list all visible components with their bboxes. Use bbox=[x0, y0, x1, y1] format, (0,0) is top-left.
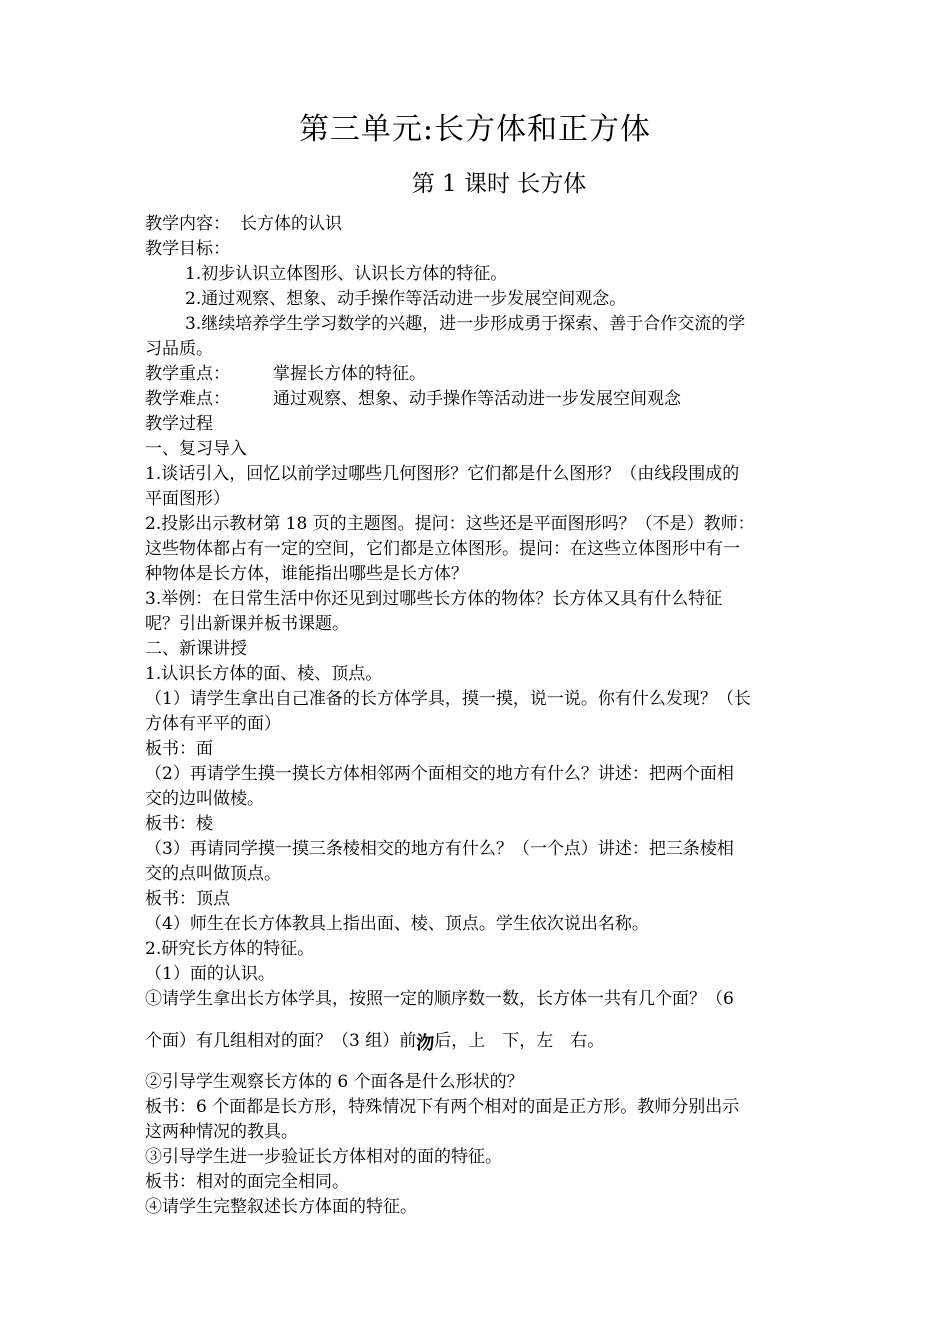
paragraph-line: ①请学生拿出长方体学具，按照一定的顺序数一数，长方体一共有几个面？（6 bbox=[145, 989, 734, 1009]
goal-line: 2.通过观察、想象、动手操作等活动进一步发展空间观念。 bbox=[185, 289, 627, 309]
paragraph-line: 方体有平平的面） bbox=[145, 714, 281, 734]
goal-line: 习品质。 bbox=[145, 339, 213, 359]
difficulty-label: 教学难点： bbox=[145, 389, 230, 409]
paragraph-line: 种物体是长方体，谁能指出哪些是长方体？ bbox=[145, 564, 468, 584]
paragraph-line: ②引导学生观察长方体的 6 个面各是什么形状的？ bbox=[145, 1072, 524, 1092]
key-point-line bbox=[145, 362, 809, 387]
content-line bbox=[145, 212, 809, 237]
goal-line: 1.初步认识立体图形、认识长方体的特征。 bbox=[185, 264, 508, 284]
paragraph-line: 交的点叫做顶点。 bbox=[145, 864, 281, 884]
lesson-title: 第 1 课时 长方体 bbox=[411, 171, 587, 197]
paragraph-line: ④请学生完整叙述长方体面的特征。 bbox=[145, 1197, 417, 1217]
paragraph-line: 1.谈话引入，回忆以前学过哪些几何图形？它们都是什么图形？（由线段围成的 bbox=[145, 464, 740, 484]
paragraph-line: 1.认识长方体的面、棱、顶点。 bbox=[145, 664, 383, 684]
paragraph-line-with-symbol bbox=[145, 1012, 809, 1070]
paragraph-line: ③引导学生进一步验证长方体相对的面的特征。 bbox=[145, 1147, 502, 1167]
paragraph-line: 2.投影出示教材第 18 页的主题图。提问：这些还是平面图形吗？（不是）教师： bbox=[145, 514, 755, 534]
paragraph-line: 板书：面 bbox=[145, 739, 213, 759]
section-heading: 一、复习导入 bbox=[145, 439, 247, 459]
paragraph-line: （1）请学生拿出自己准备的长方体学具，摸一摸，说一说。你有什么发现？（长 bbox=[145, 689, 751, 709]
content-value: 长方体的认识 bbox=[240, 214, 342, 234]
paragraph-line: 板书：6 个面都是长方形，特殊情况下有两个相对的面是正方形。教师分别出示 bbox=[145, 1097, 740, 1117]
difficulty-line bbox=[145, 387, 809, 412]
section-heading: 二、新课讲授 bbox=[145, 639, 247, 659]
paragraph-line: 平面图形） bbox=[145, 489, 230, 509]
paragraph-line: （3）再请同学摸一摸三条棱相交的地方有什么？（一个点）讲述：把三条棱相 bbox=[145, 839, 734, 859]
process-label: 教学过程 bbox=[145, 414, 213, 434]
paragraph-line: 这两种情况的教具。 bbox=[145, 1122, 298, 1142]
text-segment: 个面）有几组相对的面？（3 组）前 bbox=[145, 1031, 417, 1051]
paragraph-line: 2.研究长方体的特征。 bbox=[145, 939, 315, 959]
unit-title: 第三单元:长方体和正方体 bbox=[298, 112, 652, 147]
goal-line: 3.继续培养学生学习数学的兴趣，进一步形成勇于探索、善于合作交流的学 bbox=[185, 314, 746, 334]
key-value: 掌握长方体的特征。 bbox=[273, 364, 426, 384]
content-label: 教学内容： bbox=[145, 214, 230, 234]
goals-label: 教学目标： bbox=[145, 239, 230, 259]
paragraph-line: 3.举例：在日常生活中你还见到过哪些长方体的物体？长方体又具有什么特征 bbox=[145, 589, 723, 609]
inline-symbol: 沕 bbox=[416, 1033, 435, 1054]
paragraph-line: 板书：相对的面完全相同。 bbox=[145, 1172, 349, 1192]
paragraph-line: 板书：棱 bbox=[145, 814, 213, 834]
paragraph-line: （2）再请学生摸一摸长方体相邻两个面相交的地方有什么？讲述：把两个面相 bbox=[145, 764, 734, 784]
paragraph-line: 这些物体都占有一定的空间，它们都是立体图形。提问：在这些立体图形中有一 bbox=[145, 539, 740, 559]
paragraph-line: 交的边叫做棱。 bbox=[145, 789, 264, 809]
paragraph-line: 呢？引出新课并板书课题。 bbox=[145, 614, 349, 634]
paragraph-line: （4）师生在长方体教具上指出面、棱、顶点。学生依次说出名称。 bbox=[145, 914, 649, 934]
difficulty-value: 通过观察、想象、动手操作等活动进一步发展空间观念 bbox=[273, 389, 681, 409]
paragraph-line: （1）面的认识。 bbox=[145, 964, 275, 984]
key-label: 教学重点： bbox=[145, 364, 230, 384]
lesson-body bbox=[145, 212, 809, 1220]
text-segment: 后，上 下，左 右。 bbox=[434, 1031, 605, 1051]
paragraph-line: 板书：顶点 bbox=[145, 889, 230, 909]
